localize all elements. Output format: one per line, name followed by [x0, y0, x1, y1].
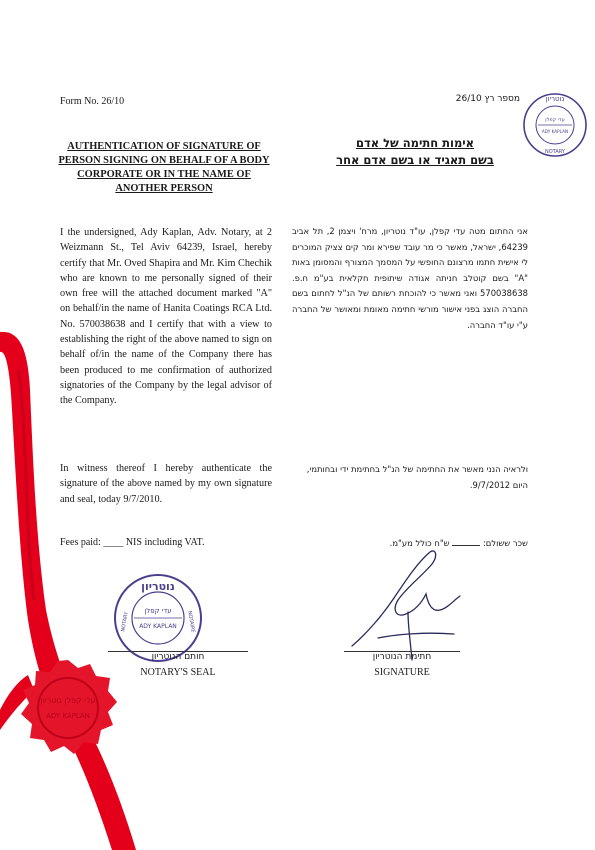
witness-text-hebrew: ולראיה הנני מאשר את החתימה של הנ"ל בחתימת ידי ובחותמי, היום 9/7/2012. — [306, 464, 528, 490]
form-number-he: מספר רץ 26/10 — [455, 94, 520, 104]
svg-text:NOTARY: NOTARY — [545, 149, 565, 155]
title-english: AUTHENTICATION OF SIGNATURE OF PERSON SIGNING ON BEHALF OF A BODY CORPORATE OR IN THE NAME OF ANOTHER PERSON — [58, 141, 270, 194]
signature-label-hebrew: חתימת הנוטריון — [372, 652, 432, 662]
seal-label-hebrew: חותם הנוטריון — [151, 652, 205, 662]
svg-text:NOTAIRE: NOTAIRE — [186, 610, 196, 634]
notary-stamp-top — [522, 92, 588, 158]
fees-paid-english: Fees paid: ____ NIS including VAT. — [60, 537, 205, 548]
title-hebrew-line-2: בשם תאגיד או בשם אדם אחר — [336, 153, 494, 167]
fees-hebrew-prefix: שכר ששולם: — [482, 538, 528, 548]
certification-text-english: I the undersigned, Ady Kaplan, Adv. Notary, at 2 Weizmann St., Tel Aviv 64239, Israel, hereby certify that Mr. Oved Shapira and Mr. Kim Chechik who are known to me personally signed of their own free will the attached document marked "A" on behalf/in the name of Hanita Coatings RCA Ltd. No. 570038638 and I certify that with a view to establishing the right of the above named to sign on behalf of/in the name of the Company there has been produced to me confirmation of authorized signatories of the Company by the legal advisor of the Company. — [60, 227, 272, 407]
red-wax-seal — [18, 658, 118, 758]
certification-text-hebrew: אני החתום מטה עדי קפלן, עו"ד נוטריון, מרח' ויצמן 2, תל אביב 64239, ישראל, מאשר כי מר עובד שפירא ומר קים צציק המוכרים לי אישית חתמו מרצונם החופשי על המסמך המצורף והמסומן באות "A" בשם קוטלב חניתה אגודה שיתופית חקלאית בע"מ ח.פ. 570038638 ואני מאשר כי להוכחת רשותם של הנ"ל לחתום בשם החברה הוצג בפני אישור מורשי חתימה מאומת ומאושר של החברה ע"י עו"ד החברה. — [292, 226, 528, 330]
svg-text:נוטריון: נוטריון — [545, 95, 565, 103]
svg-text:נוטריון: נוטריון — [141, 580, 175, 593]
witness-text-english: In witness thereof I hereby authenticate the signature of the above named by my own signature and seal, today 9/7/2010. — [60, 463, 272, 505]
svg-text:עדי קפלן: עדי קפלן — [545, 117, 565, 123]
fees-hebrew-suffix: ש"ח כולל מע"מ. — [389, 538, 450, 548]
svg-text:NOTARY: NOTARY — [120, 611, 130, 633]
svg-text:ADY KAPLAN: ADY KAPLAN — [46, 712, 90, 720]
signature-label-english: SIGNATURE — [374, 667, 430, 678]
title-hebrew-line-1: אימות חתימה של אדם — [355, 136, 475, 150]
svg-text:ADY KAPLAN: ADY KAPLAN — [541, 129, 569, 134]
svg-text:ADY KAPLAN: ADY KAPLAN — [139, 623, 177, 630]
form-number: Form No. 26/10 — [60, 96, 125, 107]
svg-text:עדי קפלן: עדי קפלן — [144, 607, 172, 615]
seal-label-english: NOTARY'S SEAL — [140, 667, 216, 678]
svg-text:עדי קפלן נוטריון: עדי קפלן נוטריון — [40, 696, 96, 705]
handwritten-signature — [348, 542, 468, 662]
